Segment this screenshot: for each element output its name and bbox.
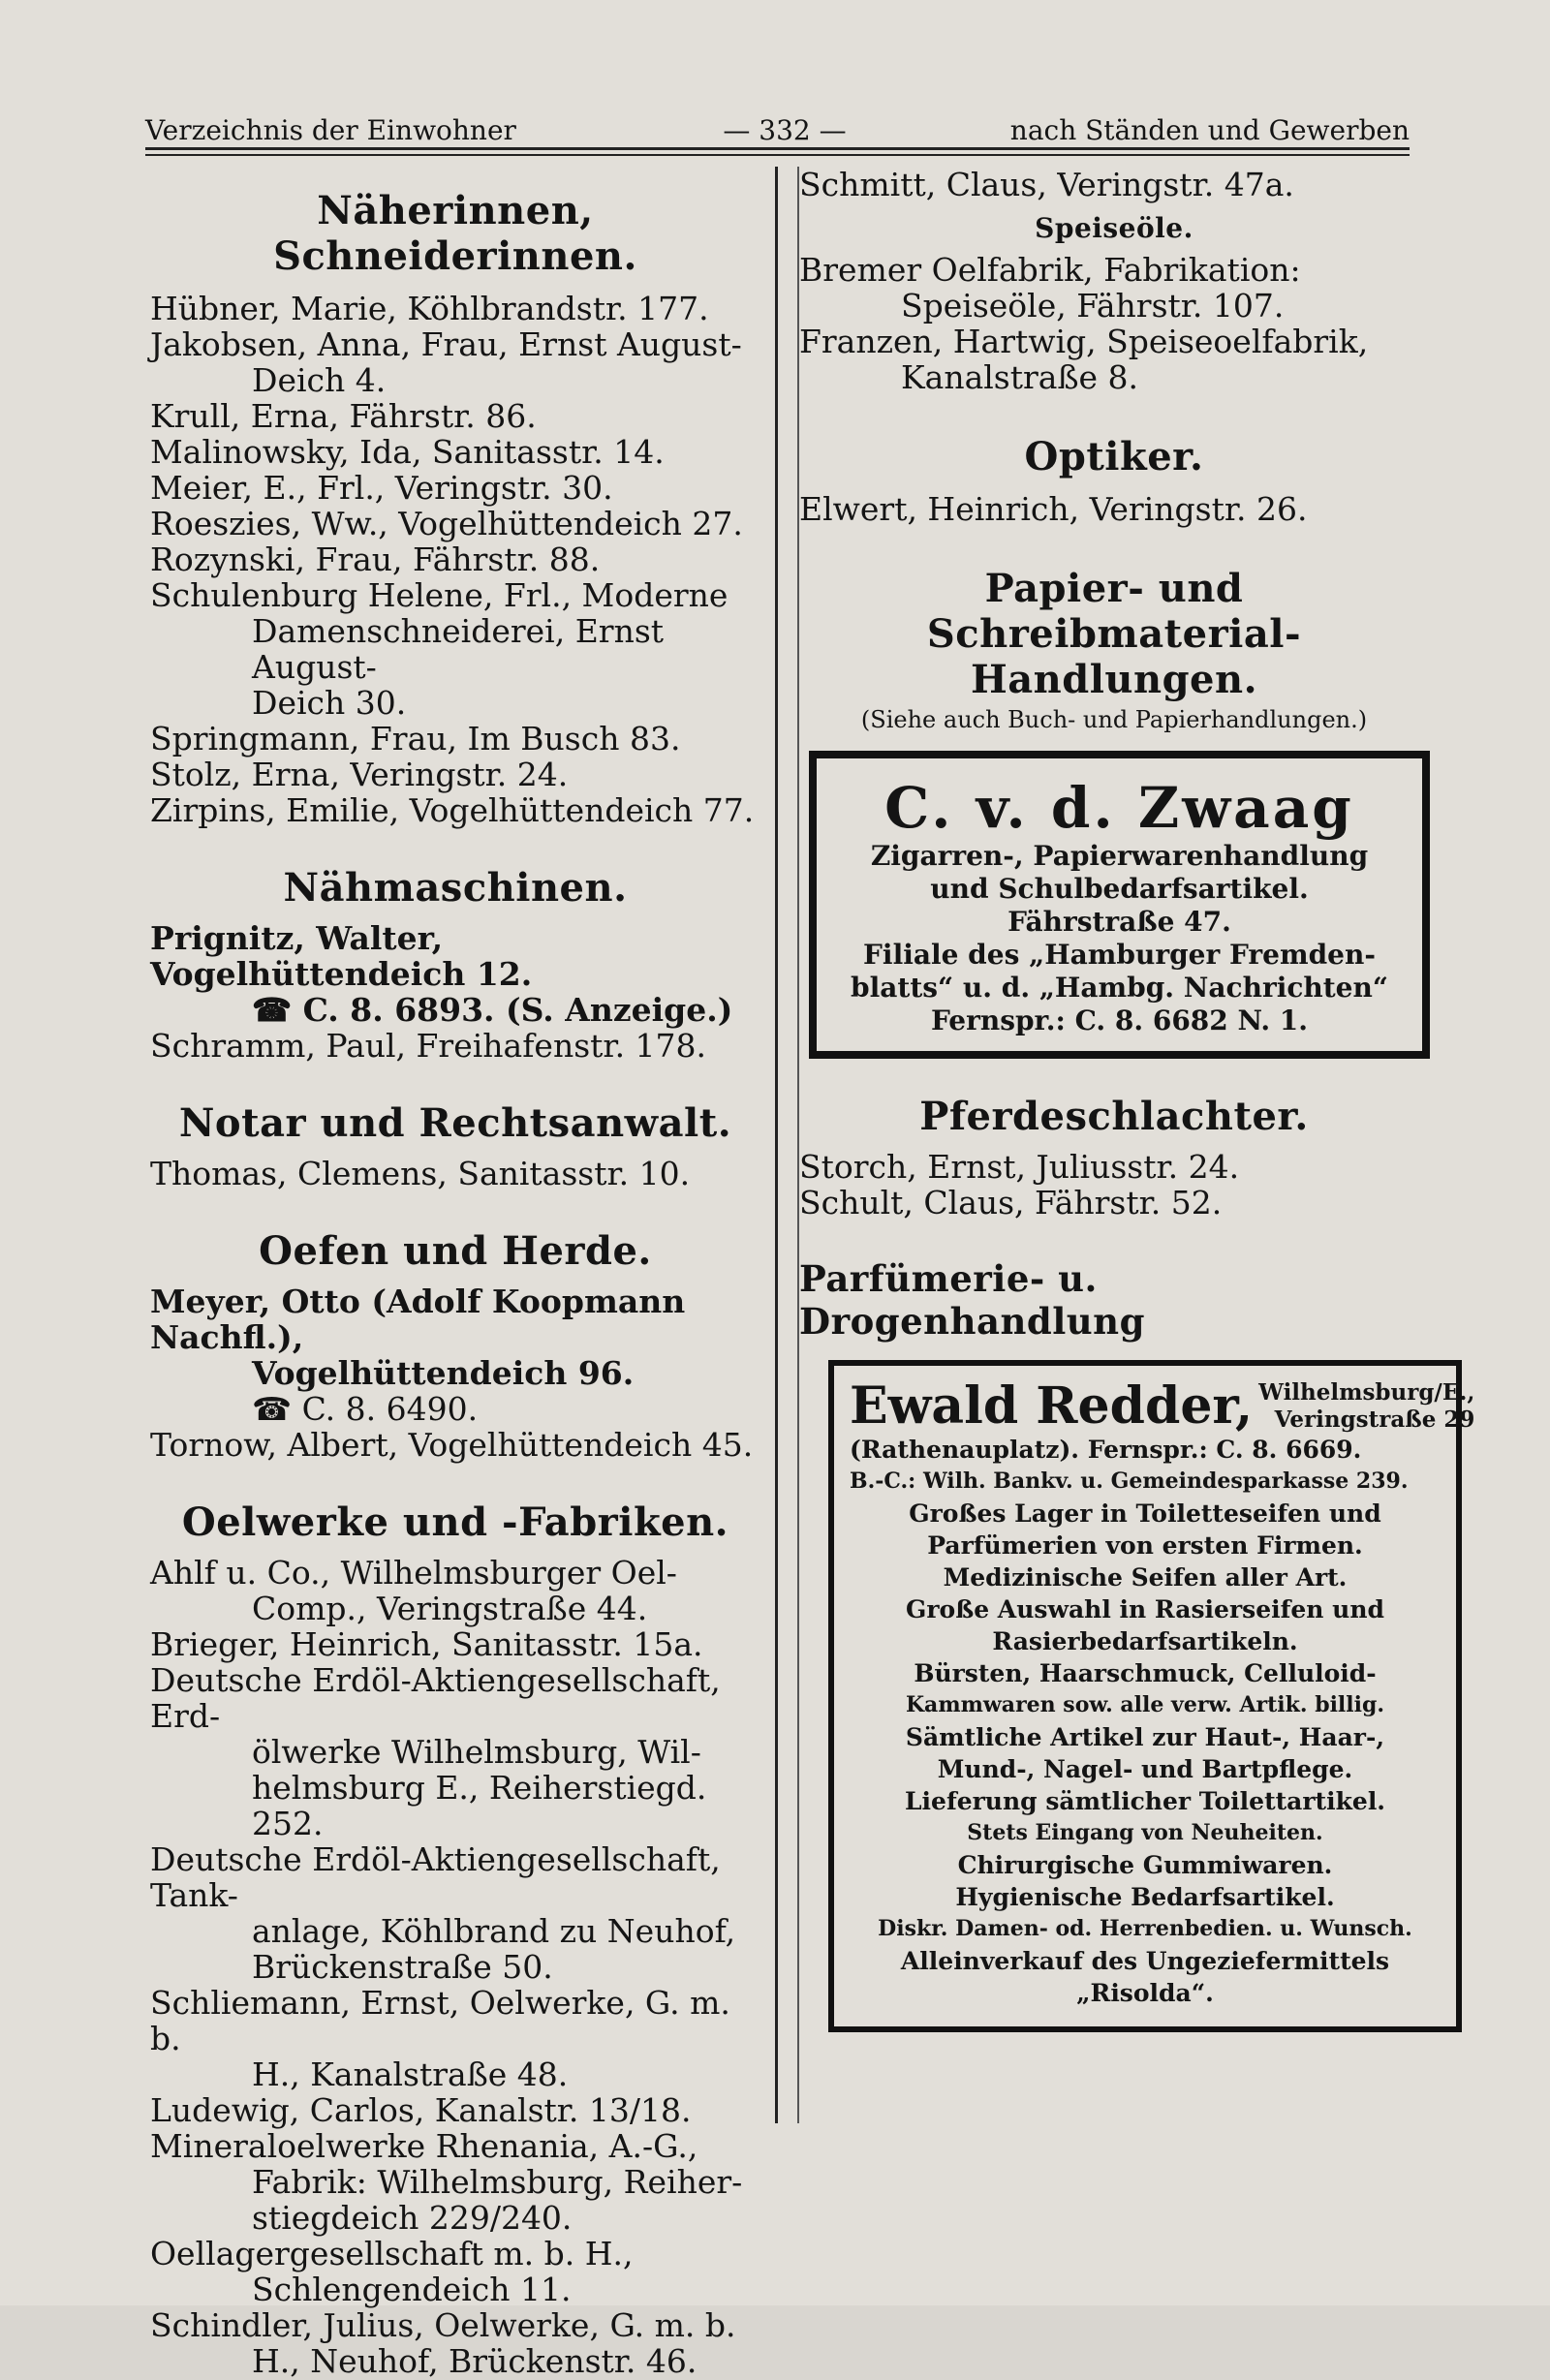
entry: Storch, Ernst, Juliusstr. 24. <box>799 1148 1240 1186</box>
entry: Deutsche Erdöl-Aktiengesellschaft, Tank- <box>150 1840 721 1914</box>
entry: Springmann, Frau, Im Busch 83. <box>150 720 681 757</box>
entry: Elwert, Heinrich, Veringstr. 26. <box>799 490 1308 528</box>
ad-line: Chirurgische Gummiwaren. <box>957 1851 1333 1879</box>
entry-continuation: Schlengendeich 11. <box>252 2271 572 2308</box>
entry: Ahlf u. Co., Wilhelmsburger Oel- <box>150 1554 677 1592</box>
ad-line: Stets Eingang von Neuheiten. <box>967 1820 1323 1845</box>
advertisement-redder <box>828 1360 1475 2032</box>
entry: Bremer Oelfabrik, Fabrikation: <box>799 251 1301 289</box>
ad-line: Zigarren-, Papierwarenhandlung <box>870 840 1369 872</box>
entry: Malinowsky, Ida, Sanitasstr. 14. <box>150 433 665 471</box>
ad-line: B.-C.: Wilh. Bankv. u. Gemeindesparkasse 239. <box>850 1468 1409 1494</box>
entry: Schult, Claus, Fährstr. 52. <box>799 1184 1223 1221</box>
entry: Thomas, Clemens, Sanitasstr. 10. <box>150 1155 691 1192</box>
entry: Stolz, Erna, Veringstr. 24. <box>150 756 569 793</box>
entry: Tornow, Albert, Vogelhüttendeich 45. <box>150 1426 754 1464</box>
entry-continuation: stiegdeich 229/240. <box>252 2199 573 2237</box>
entry-continuation: H., Kanalstraße 48. <box>252 2055 569 2093</box>
ad-line: Hygienische Bedarfsartikel. <box>955 1883 1335 1911</box>
entry: Rozynski, Frau, Fährstr. 88. <box>150 541 601 578</box>
ad-line: Filiale des „Hamburger Fremden- <box>863 939 1376 971</box>
section-title: Oelwerke und -Fabriken. <box>181 1499 729 1545</box>
header-right: nach Ständen und Gewerben <box>1009 114 1410 146</box>
entry: Hübner, Marie, Köhlbrandstr. 177. <box>150 290 709 327</box>
entry-continuation: Deich 30. <box>252 684 407 722</box>
entry-continuation: ölwerke Wilhelmsburg, Wil- <box>252 1733 701 1771</box>
ad-line: Fährstraße 47. <box>1008 906 1231 938</box>
section-title: Speiseöle. <box>1035 212 1194 244</box>
entry-continuation: Deich 4. <box>252 361 387 399</box>
entry: Oellagergesellschaft m. b. H., <box>150 2235 634 2272</box>
entry: Schramm, Paul, Freihafenstr. 178. <box>150 1027 707 1065</box>
left-column <box>150 167 760 2379</box>
section-title: Parfümerie- u. Drogenhandlung <box>799 1257 1145 1343</box>
ad-line: blatts“ u. d. „Hambg. Nachrichten“ <box>851 972 1388 1004</box>
header-rule-thin <box>145 154 1410 156</box>
entry: Mineraloelwerke Rhenania, A.-G., <box>150 2127 698 2165</box>
entry: Franzen, Hartwig, Speiseoelfabrik, <box>799 323 1369 360</box>
entry: Schliemann, Ernst, Oelwerke, G. m. b. <box>150 1984 730 2057</box>
entry-continuation: Brückenstraße 50. <box>252 1948 553 1986</box>
section-title-continuation: Handlungen. <box>970 657 1258 702</box>
entry-continuation: Comp., Veringstraße 44. <box>252 1590 648 1627</box>
ad-line: (Rathenauplatz). Fernspr.: C. 8. 6669. <box>850 1436 1362 1464</box>
entry: Roeszies, Ww., Vogelhüttendeich 27. <box>150 505 743 542</box>
ad-line: Große Auswahl in Rasierseifen und <box>906 1595 1384 1623</box>
section-note: (Siehe auch Buch- und Papierhandlungen.) <box>860 706 1368 733</box>
ad-company-name: C. v. d. Zwaag <box>884 775 1354 841</box>
entry: Ludewig, Carlos, Kanalstr. 13/18. <box>150 2091 692 2129</box>
ad-line: „Risolda“. <box>1076 1979 1214 2007</box>
entry-continuation: Speiseöle, Fährstr. 107. <box>901 287 1285 325</box>
ad-company-name: Ewald Redder, <box>850 1376 1254 1436</box>
right-column <box>799 166 1475 2032</box>
section-title: Nähmaschinen. <box>283 865 628 911</box>
ad-line: Alleinverkauf des Ungeziefermittels <box>900 1947 1390 1975</box>
entry-continuation: Kanalstraße 8. <box>901 358 1139 396</box>
ad-address: Wilhelmsburg/E., <box>1258 1379 1475 1406</box>
entry: Brieger, Heinrich, Sanitasstr. 15a. <box>150 1625 703 1663</box>
ad-line: Diskr. Damen- od. Herrenbedien. u. Wunsch. <box>878 1916 1412 1941</box>
ad-line: Rasierbedarfsartikeln. <box>992 1627 1298 1655</box>
entry-continuation: helmsburg E., Reiherstiegd. 252. <box>252 1769 707 1842</box>
ad-line: Lieferung sämtlicher Toilettartikel. <box>904 1787 1386 1815</box>
column-divider <box>775 167 778 2123</box>
entry: Deutsche Erdöl-Aktiengesellschaft, Erd- <box>150 1661 721 1735</box>
section-title: Optiker. <box>1024 434 1204 479</box>
entry-continuation: Vogelhüttendeich 96. <box>252 1354 635 1392</box>
ad-line: Kammwaren sow. alle verw. Artik. billig. <box>905 1692 1385 1717</box>
entry-continuation: anlage, Köhlbrand zu Neuhof, <box>252 1912 736 1950</box>
ad-address: Veringstraße 29 <box>1274 1406 1475 1433</box>
ad-line: Bürsten, Haarschmuck, Celluloid- <box>914 1659 1377 1687</box>
header-left: Verzeichnis der Einwohner <box>145 114 516 146</box>
ad-line: Sämtliche Artikel zur Haut-, Haar-, <box>905 1723 1385 1751</box>
entry-continuation: Fabrik: Wilhelmsburg, Reiher- <box>252 2163 743 2201</box>
entry: Prignitz, Walter, Vogelhüttendeich 12. <box>150 919 533 993</box>
section-title: Pferdeschlachter. <box>919 1094 1309 1139</box>
section-title: Oefen und Herde. <box>259 1228 652 1274</box>
ad-line: Fernspr.: C. 8. 6682 N. 1. <box>930 1005 1309 1036</box>
ad-line: Großes Lager in Toiletteseifen und <box>909 1499 1381 1528</box>
ad-line: und Schulbedarfsartikel. <box>930 873 1309 905</box>
entry: Schindler, Julius, Oelwerke, G. m. b. <box>150 2306 736 2344</box>
ad-line: Mund-, Nagel- und Bartpflege. <box>937 1755 1353 1783</box>
entry-continuation: H., Neuhof, Brückenstr. 46. <box>252 2342 698 2380</box>
entry: Schmitt, Claus, Veringstr. 47a. <box>799 166 1294 203</box>
entry: Schulenburg Helene, Frl., Moderne <box>150 576 728 614</box>
section-title: Notar und Rechtsanwalt. <box>178 1100 732 1146</box>
entry: Jakobsen, Anna, Frau, Ernst August- <box>150 325 742 363</box>
header-rule <box>145 147 1410 150</box>
section-title: Papier- und Schreibmaterial- <box>926 566 1302 657</box>
ad-line: Parfümerien von ersten Firmen. <box>927 1531 1363 1560</box>
section-title: Näherinnen, Schneiderinnen. <box>273 188 637 279</box>
phone-entry: ☎ C. 8. 6893. (S. Anzeige.) <box>252 991 733 1029</box>
entry: Meier, E., Frl., Veringstr. 30. <box>150 469 613 507</box>
phone-entry: ☎ C. 8. 6490. <box>252 1390 479 1428</box>
entry: Zirpins, Emilie, Vogelhüttendeich 77. <box>150 791 755 829</box>
entry-continuation: Damenschneiderei, Ernst August- <box>252 612 665 686</box>
entry: Krull, Erna, Fährstr. 86. <box>150 397 537 435</box>
ad-line: Medizinische Seifen aller Art. <box>943 1563 1348 1592</box>
advertisement-zwaag <box>809 751 1430 1059</box>
entry: Meyer, Otto (Adolf Koopmann Nachfl.), <box>150 1283 686 1356</box>
page-number: — 332 — <box>723 114 847 146</box>
